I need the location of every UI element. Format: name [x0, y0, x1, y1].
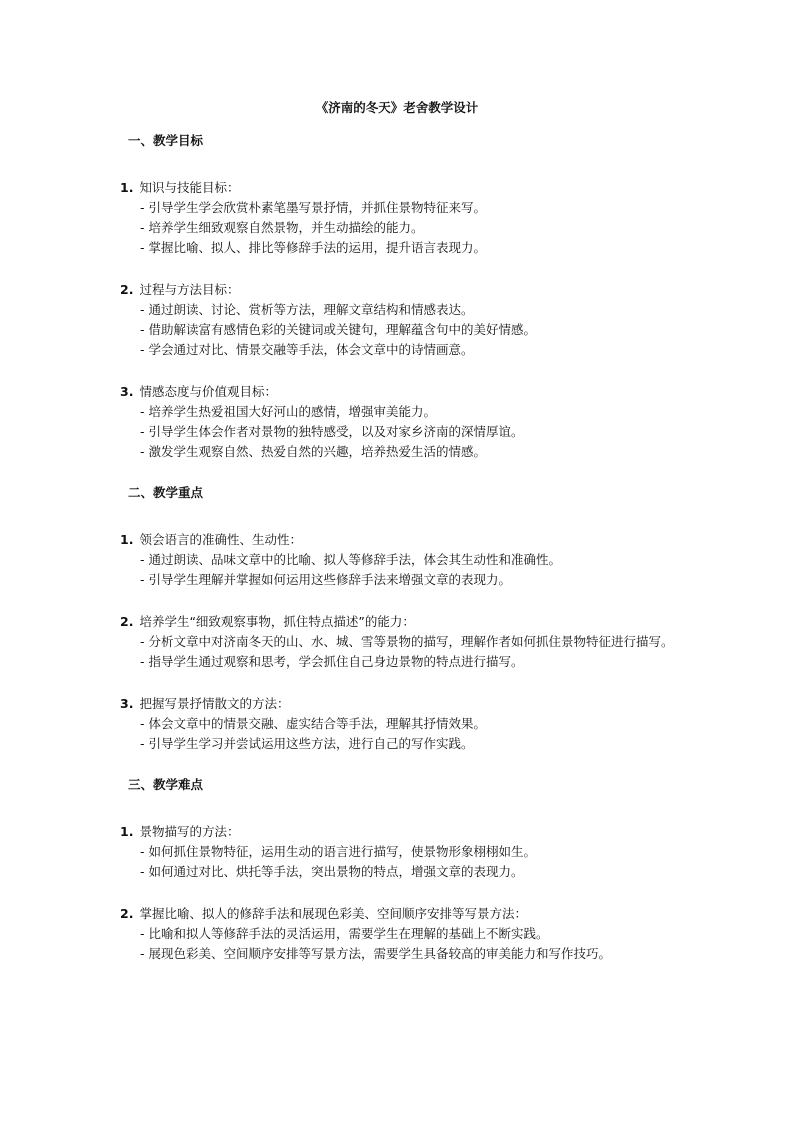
item-number: 3. [120, 696, 134, 711]
item-label: 领会语言的准确性、生动性： [139, 532, 302, 547]
list-point: - 如何抓住景物特征，运用生动的语言进行描写，使景物形象栩栩如生。 [140, 844, 536, 859]
item-number: 2. [120, 614, 134, 629]
list-item [120, 904, 680, 964]
item-heading [120, 280, 680, 300]
document-title: 《济南的冬天》老舍教学设计 [315, 100, 479, 115]
list-point: - 分析文章中对济南冬天的山、水、城、雪等景物的描写，理解作者如何抓住景物特征进行描写。 [140, 634, 674, 649]
section-heading: 三、教学难点 [128, 777, 204, 792]
list-point: - 培养学生热爱祖国大好河山的感情，增强审美能力。 [140, 404, 436, 419]
section-teaching-difficulties [120, 776, 680, 964]
list-item [120, 822, 680, 882]
item-heading [120, 694, 680, 714]
item-label: 知识与技能目标： [139, 180, 240, 195]
list-point: - 体会文章中的情景交融、虚实结合等手法，理解其抒情效果。 [140, 716, 486, 731]
list-point: - 引导学生学会欣赏朴素笔墨写景抒情，并抓住景物特征来写。 [140, 200, 486, 215]
item-heading [120, 530, 680, 550]
list-point: - 通过朗读、品味文章中的比喻、拟人等修辞手法，体会其生动性和准确性。 [140, 552, 561, 567]
list-point: - 展现色彩美、空间顺序安排等写景方法，需要学生具备较高的审美能力和写作技巧。 [140, 946, 611, 961]
item-label: 培养学生“细致观察事物，抓住特点描述”的能力： [139, 614, 415, 629]
list-item [120, 612, 680, 672]
list-point: - 学会通过对比、情景交融等手法，体会文章中的诗情画意。 [140, 342, 474, 357]
section-heading: 二、教学重点 [128, 485, 204, 500]
item-heading [120, 178, 680, 198]
section-heading: 一、教学目标 [128, 133, 204, 148]
item-heading [120, 822, 680, 842]
item-label: 把握写景抒情散文的方法： [139, 696, 290, 711]
list-item [120, 382, 680, 462]
section-teaching-focus [120, 484, 680, 754]
list-point: - 指导学生通过观察和思考，学会抓住自己身边景物的特点进行描写。 [140, 654, 524, 669]
list-point: - 如何通过对比、烘托等手法，突出景物的特点，增强文章的表现力。 [140, 864, 524, 879]
item-number: 2. [120, 282, 134, 297]
list-point: - 比喻和拟人等修辞手法的灵活运用，需要学生在理解的基础上不断实践。 [140, 926, 549, 941]
item-label: 掌握比喻、拟人的修辞手法和展现色彩美、空间顺序安排等写景方法： [139, 906, 527, 921]
item-label: 过程与方法目标： [139, 282, 240, 297]
list-item [120, 530, 680, 590]
list-point: - 培养学生细致观察自然景物，并生动描绘的能力。 [140, 220, 424, 235]
list-point: - 借助解读富有感情色彩的关键词或关键句，理解蕴含句中的美好情感。 [140, 322, 536, 337]
item-number: 2. [120, 906, 134, 921]
item-heading [120, 612, 680, 632]
list-item [120, 280, 680, 360]
list-point: - 掌握比喻、拟人、排比等修辞手法的运用，提升语言表现力。 [140, 240, 486, 255]
item-number: 1. [120, 532, 134, 547]
list-point: - 引导学生学习并尝试运用这些方法，进行自己的写作实践。 [140, 736, 474, 751]
list-item [120, 694, 680, 754]
item-number: 1. [120, 824, 134, 839]
list-point: - 通过朗读、讨论、赏析等方法，理解文章结构和情感表达。 [140, 302, 474, 317]
list-item [120, 178, 680, 258]
list-point: - 引导学生体会作者对景物的独特感受，以及对家乡济南的深情厚谊。 [140, 424, 524, 439]
item-label: 景物描写的方法： [139, 824, 240, 839]
item-label: 情感态度与价值观目标： [139, 384, 277, 399]
item-number: 3. [120, 384, 134, 399]
section-teaching-goals [120, 132, 680, 462]
item-number: 1. [120, 180, 134, 195]
list-point: - 引导学生理解并掌握如何运用这些修辞手法来增强文章的表现力。 [140, 572, 511, 587]
list-point: - 激发学生观察自然、热爱自然的兴趣，培养热爱生活的情感。 [140, 444, 486, 459]
item-heading [120, 382, 680, 402]
item-heading [120, 904, 680, 924]
document-body [120, 132, 680, 986]
